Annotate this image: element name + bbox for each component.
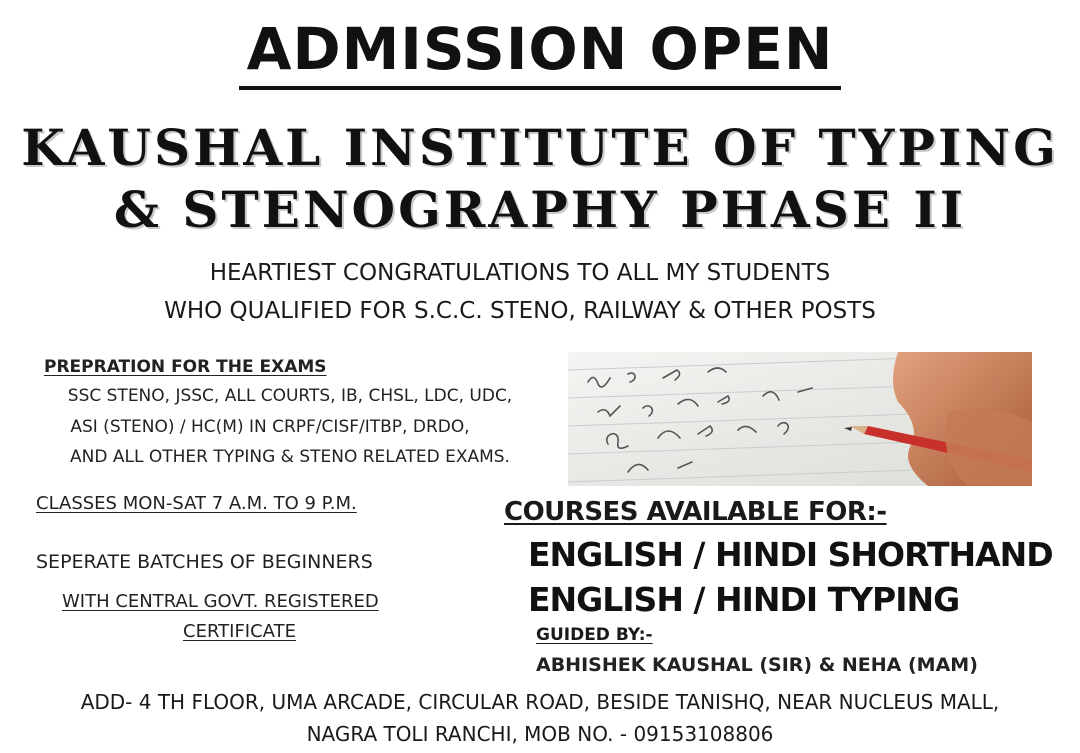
courses-title: COURSES AVAILABLE FOR:- bbox=[504, 497, 887, 527]
headline-text: ADMISSION OPEN bbox=[239, 12, 842, 90]
preparation-line: AND ALL OTHER TYPING & STENO RELATED EXAMS. bbox=[70, 447, 510, 467]
preparation-line: SSC STENO, JSSC, ALL COURTS, IB, CHSL, LDC, UDC, bbox=[67, 386, 513, 406]
batches-line2: WITH CENTRAL GOVT. REGISTERED bbox=[62, 591, 379, 612]
class-timings: CLASSES MON-SAT 7 A.M. TO 9 P.M. bbox=[36, 493, 357, 514]
preparation-title: PREPRATION FOR THE EXAMS bbox=[44, 357, 327, 377]
congratulations-line2: WHO QUALIFIED FOR S.C.C. STENO, RAILWAY & OTHER POSTS bbox=[164, 298, 876, 324]
course-item: ENGLISH / HINDI SHORTHAND bbox=[528, 535, 1053, 574]
guided-by-names: ABHISHEK KAUSHAL (SIR) & NEHA (MAM) bbox=[536, 654, 978, 676]
institute-name-line1: KAUSHAL INSTITUTE OF TYPING bbox=[21, 118, 1059, 177]
preparation-line: ASI (STENO) / HC(M) IN CRPF/CISF/ITBP, DRDO, bbox=[70, 417, 470, 437]
congratulations-line1: HEARTIEST CONGRATULATIONS TO ALL MY STUDENTS bbox=[209, 260, 831, 286]
shorthand-writing-photo bbox=[568, 352, 1032, 486]
address-line2: NAGRA TOLI RANCHI, MOB NO. - 09153108806 bbox=[306, 722, 774, 746]
address-line1: ADD- 4 TH FLOOR, UMA ARCADE, CIRCULAR ROAD, BESIDE TANISHQ, NEAR NUCLEUS MALL, bbox=[80, 690, 1000, 714]
headline bbox=[0, 12, 1080, 90]
institute-name-line2: & STENOGRAPHY PHASE II bbox=[113, 180, 967, 239]
course-item: ENGLISH / HINDI TYPING bbox=[528, 580, 960, 619]
batches-line1: SEPERATE BATCHES OF BEGINNERS bbox=[36, 551, 373, 573]
guided-by-title: GUIDED BY:- bbox=[536, 625, 653, 645]
batches-line3: CERTIFICATE bbox=[183, 621, 296, 642]
